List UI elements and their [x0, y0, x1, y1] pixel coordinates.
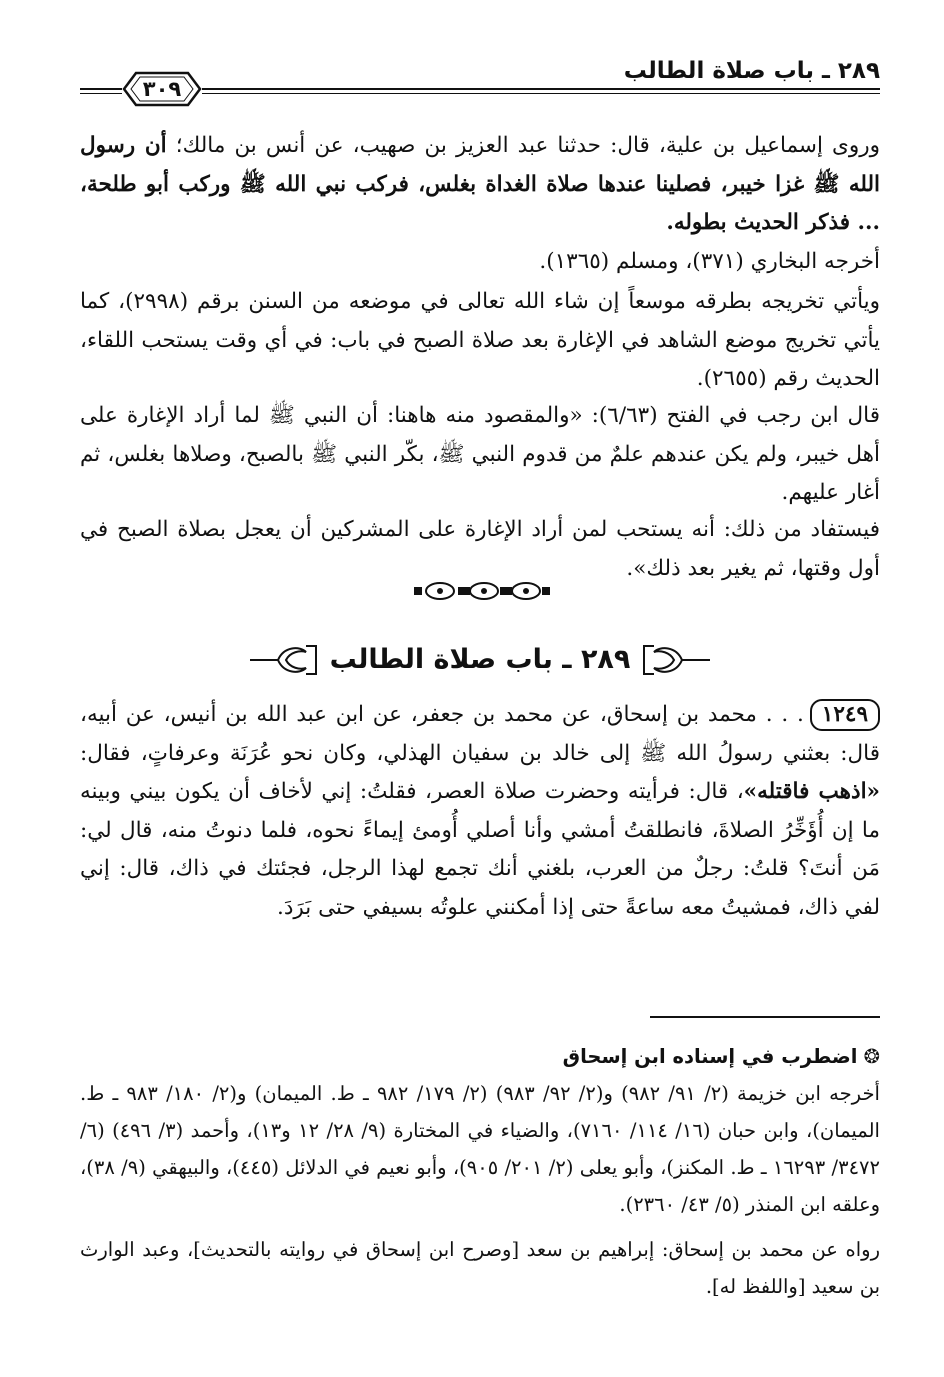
paragraph-3-text: ويأتي تخريجه بطرقه موسعاً إن شاء الله تعالى في موضعه من السنن برقم (٢٩٩٨)، كما يأتي تخريج موضع الشاهد في الإغارة بعد صلاة الصبح في باب: في أي وقت يستحب اللقاء، الحديث رقم (٢٦٥٥).	[80, 289, 880, 391]
footnote-bullet-icon: ❂	[857, 1045, 880, 1068]
paragraph-1-bold: أن رسول الله ﷺ غزا خيبر، فصلينا عندها صلاة الغداة بغلس، فركب نبي الله ﷺ وركب أبو طلحة، ... فذكر الحديث بطوله.	[80, 133, 880, 235]
footnote-heading: اضطرب في إسناده ابن إسحاق	[562, 1045, 858, 1068]
paragraph-5	[80, 511, 880, 588]
ornamental-divider-icon	[412, 580, 552, 602]
footnote-separator	[650, 1016, 880, 1018]
footnote-2: رواه عن محمد بن إسحاق: إبراهيم بن سعد [وصرح ابن إسحاق في روايته بالتحديث]، وعبد الوارث بن سعيد [واللفظ له].	[80, 1238, 880, 1298]
hadith-text-start: . . . محمد بن إسحاق، عن محمد بن جعفر، عن ابن عبد الله بن أنيس، عن أبيه، قال: بعثني رسولُ الله ﷺ إلى خالد بن سفيان الهذلي، وكان نحو عُرَنَة وعرفاتٍ، فقال:	[80, 702, 880, 766]
page-number-badge	[122, 70, 202, 108]
hadith-text-end: ، قال: فرأيته وحضرت صلاة العصر، فقلتُ: إني لأخاف أن يكون بيني وبينه ما إن أُؤَخِّرُ الصلاةَ، فانطلقتُ أمشي وأنا أصلي أُومئ إيماءً نحوه، فلما دنوتُ منه، قال لي: مَن أنتَ؟ قلتُ: رجلٌ من العرب، بلغني أنك تجمع لهذا الرجل، فجئتك في ذاك، قال: إني لفي ذاك، فمشيتُ معه ساعةً حتى إذا أمكنني علوتُه بسيفي حتى بَرَدَ.	[80, 779, 880, 920]
paragraph-4	[80, 397, 880, 513]
heading-right-ornament-icon	[640, 642, 710, 678]
paragraph-5-text: فيستفاد من ذلك: أنه يستحب لمن أراد الإغارة على المشركين أن يعجل بصلاة الصبح في أول وقتها، ثم يغير بعد ذلك».	[80, 517, 880, 581]
paragraph-3	[80, 283, 880, 399]
page-number: ٣٠٩	[142, 77, 182, 101]
hadith-number-badge: ١٢٤٩	[810, 699, 880, 731]
hadith-text-bold: «اذهب فاقتله»	[743, 779, 880, 804]
footnote-1: أخرجه ابن خزيمة (٢/ ٩١/ ٩٨٢) و(٢/ ٩٢/ ٩٨٣) (٢/ ١٧٩/ ٩٨٢ ـ ط. الميمان) و(٢/ ١٨٠/ ٩٨٣ ـ ط. الميمان)، وابن حبان (١٦/ ١١٤/ ٧١٦٠)، والضياء في المختارة (٩/ ٢٨/ ١٢ و١٣)، وأحمد (٣/ ٤٩٦) (٦/ ٣٤٧٢/ ١٦٢٩٣ ـ ط. المكنز)، وأبو يعلى (٢/ ٢٠١/ ٩٠٥)، وأبو نعيم في الدلائل (٤٤٥)، والبيهقي (٩/ ٣٨)، وعلقه ابن المنذر (٥/ ٤٣/ ٢٣٦٠).	[80, 1082, 880, 1216]
paragraph-2	[80, 243, 880, 282]
paragraph-2-text: أخرجه البخاري (٣٧١)، ومسلم (١٣٦٥).	[539, 249, 880, 274]
paragraph-4-text: قال ابن رجب في الفتح (٦/٦٣): «والمقصود منه هاهنا: أن النبي ﷺ لما أراد الإغارة على أهل خيبر، ولم يكن عندهم علمٌ من قدوم النبي ﷺ، بكّر النبي ﷺ بالصبح، وصلاها بغلس، ثم أغار عليهم.	[80, 403, 880, 505]
footnotes	[80, 1038, 880, 1305]
running-title: ٢٨٩ ـ باب صلاة الطالب	[623, 58, 880, 84]
paragraph-1-text: وروى إسماعيل بن علية، قال: حدثنا عبد العزيز بن صهيب، عن أنس بن مالك؛	[166, 133, 881, 158]
paragraph-1	[80, 127, 880, 243]
hadith-paragraph	[80, 696, 880, 927]
section-title: ٢٨٩ ـ باب صلاة الطالب	[329, 644, 631, 675]
heading-left-ornament-icon	[250, 642, 320, 678]
section-heading	[250, 634, 710, 686]
running-header	[80, 52, 880, 102]
